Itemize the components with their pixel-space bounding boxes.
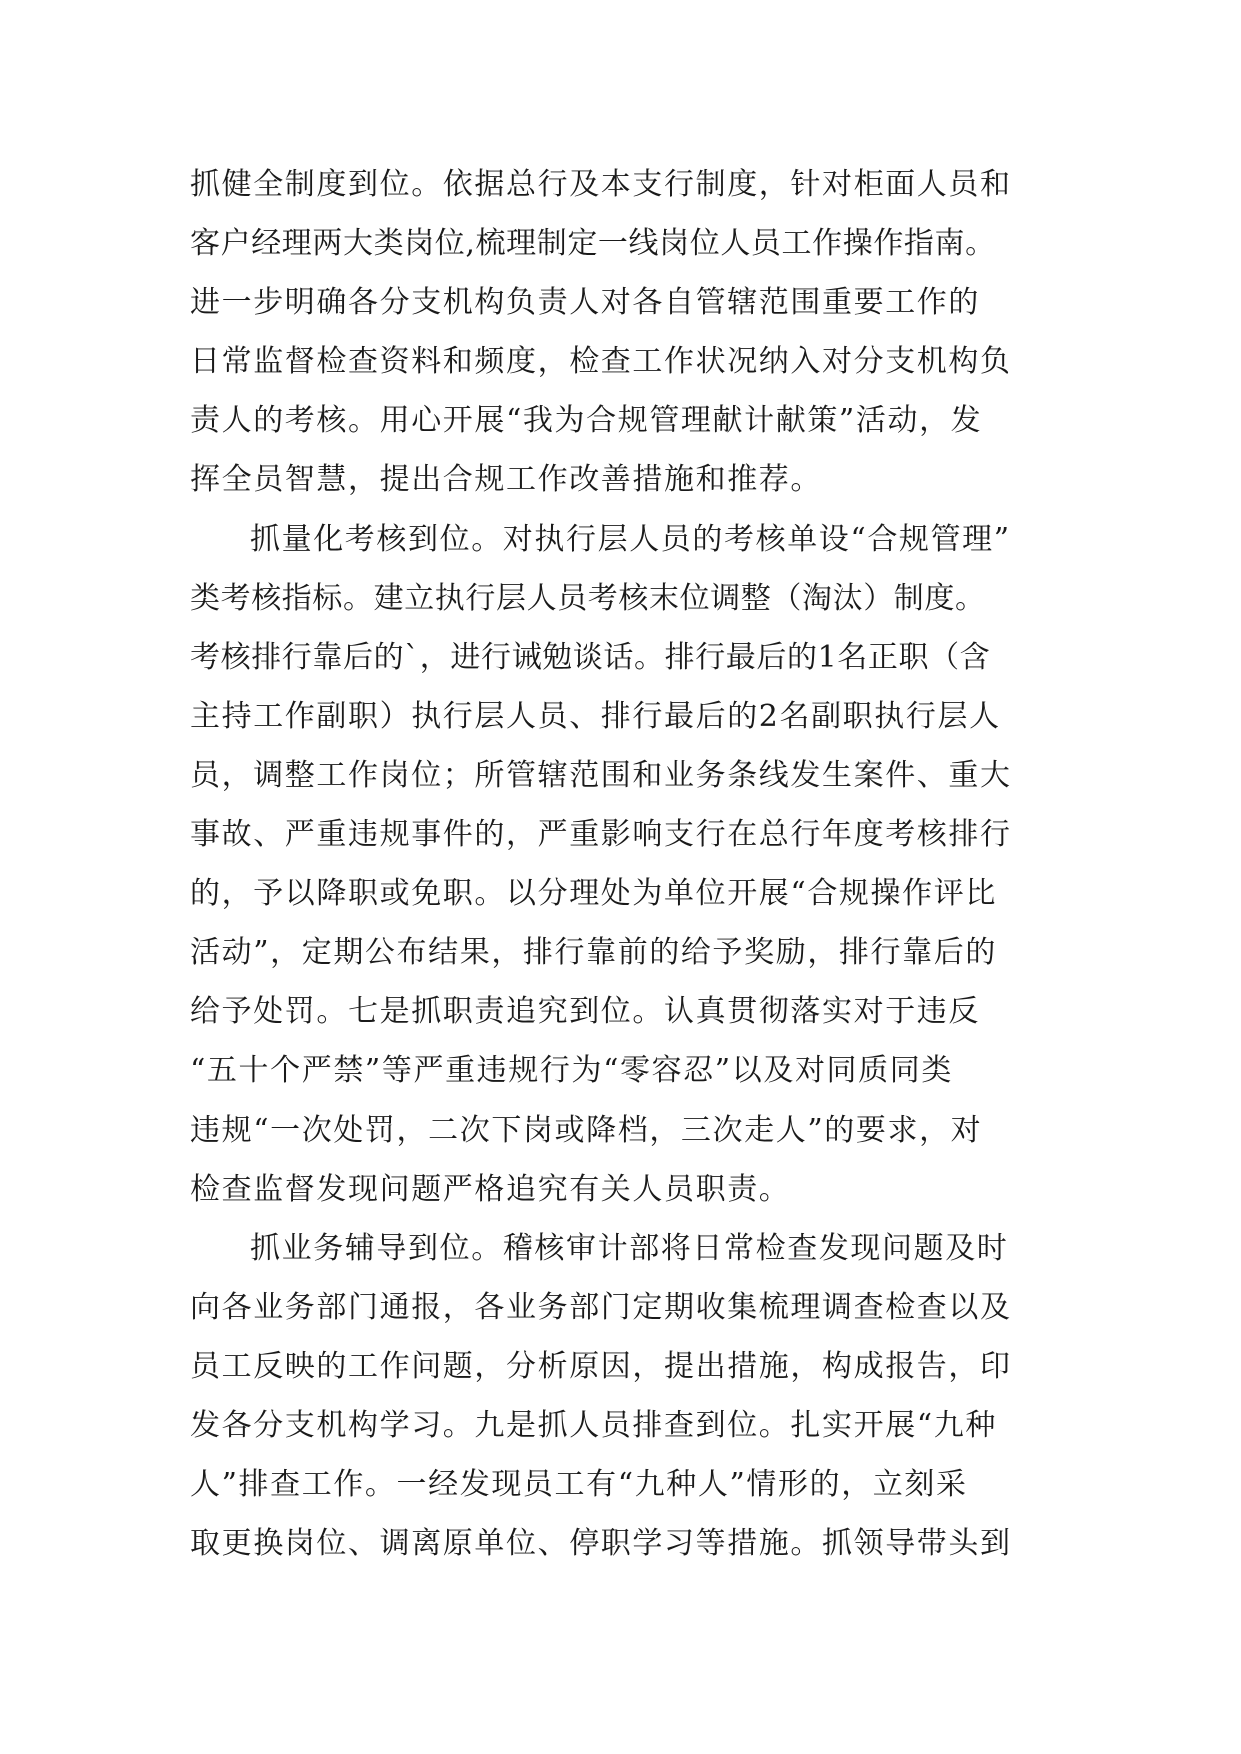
- text-line: 人”排查工作。一经发现员工有“九种人”情形的，立刻采: [190, 1467, 968, 1503]
- text-line: “五十个严禁”等严重违规行为“零容忍”以及对同质同类: [190, 1053, 953, 1089]
- text-line: 日常监督检查资料和频度，检查工作状况纳入对分支机构负: [190, 344, 1012, 380]
- text-line: 取更换岗位、调离原单位、停职学习等措施。抓领导带头到: [190, 1526, 1012, 1562]
- text-line: 抓量化考核到位。对执行层人员的考核单设“合规管理”: [250, 521, 1011, 557]
- text-line: 违规“一次处罚，二次下岗或降档，三次走人”的要求，对: [190, 1112, 983, 1148]
- text-line: 活动”，定期公布结果，排行靠前的给予奖励，排行靠后的: [190, 935, 997, 971]
- text-line: 挥全员智慧，提出合规工作改善措施和推荐。: [190, 462, 822, 498]
- text-line: 员，调整工作岗位；所管辖范围和业务条线发生案件、重大: [190, 757, 1012, 793]
- text-line: 员工反映的工作问题，分析原因，提出措施，构成报告，印: [190, 1348, 1012, 1384]
- text-line: 责人的考核。用心开展“我为合规管理献计献策”活动，发: [190, 403, 983, 439]
- text-line: 类考核指标。建立执行层人员考核末位调整（淘汰）制度。: [190, 580, 986, 616]
- text-line: 检查监督发现问题严格追究有关人员职责。: [190, 1171, 791, 1207]
- text-line: 事故、严重违规事件的，严重影响支行在总行年度考核排行: [190, 817, 1012, 853]
- text-line: 客户经理两大类岗位,梳理制定一线岗位人员工作操作指南。: [190, 226, 996, 262]
- document-body: [190, 155, 1070, 1573]
- text-line: 进一步明确各分支机构负责人对各自管辖范围重要工作的: [190, 285, 980, 321]
- text-line: 主持工作副职）执行层人员、排行最后的2名副职执行层人: [190, 698, 1001, 734]
- text-line: 向各业务部门通报，各业务部门定期收集梳理调查检查以及: [190, 1289, 1012, 1325]
- text-line: 考核排行靠后的`，进行诫勉谈话。排行最后的1名正职（含: [190, 639, 991, 675]
- text-line: 给予处罚。七是抓职责追究到位。认真贯彻落实对于违反: [190, 994, 980, 1030]
- text-line: 发各分支机构学习。九是抓人员排查到位。扎实开展“九种: [190, 1407, 997, 1443]
- text-line: 抓健全制度到位。依据总行及本支行制度，针对柜面人员和: [190, 167, 1012, 202]
- text-line: 抓业务辅导到位。稽核审计部将日常检查发现问题及时: [250, 1230, 1009, 1266]
- text-line: 的，予以降职或免职。以分理处为单位开展“合规操作评比: [190, 876, 997, 912]
